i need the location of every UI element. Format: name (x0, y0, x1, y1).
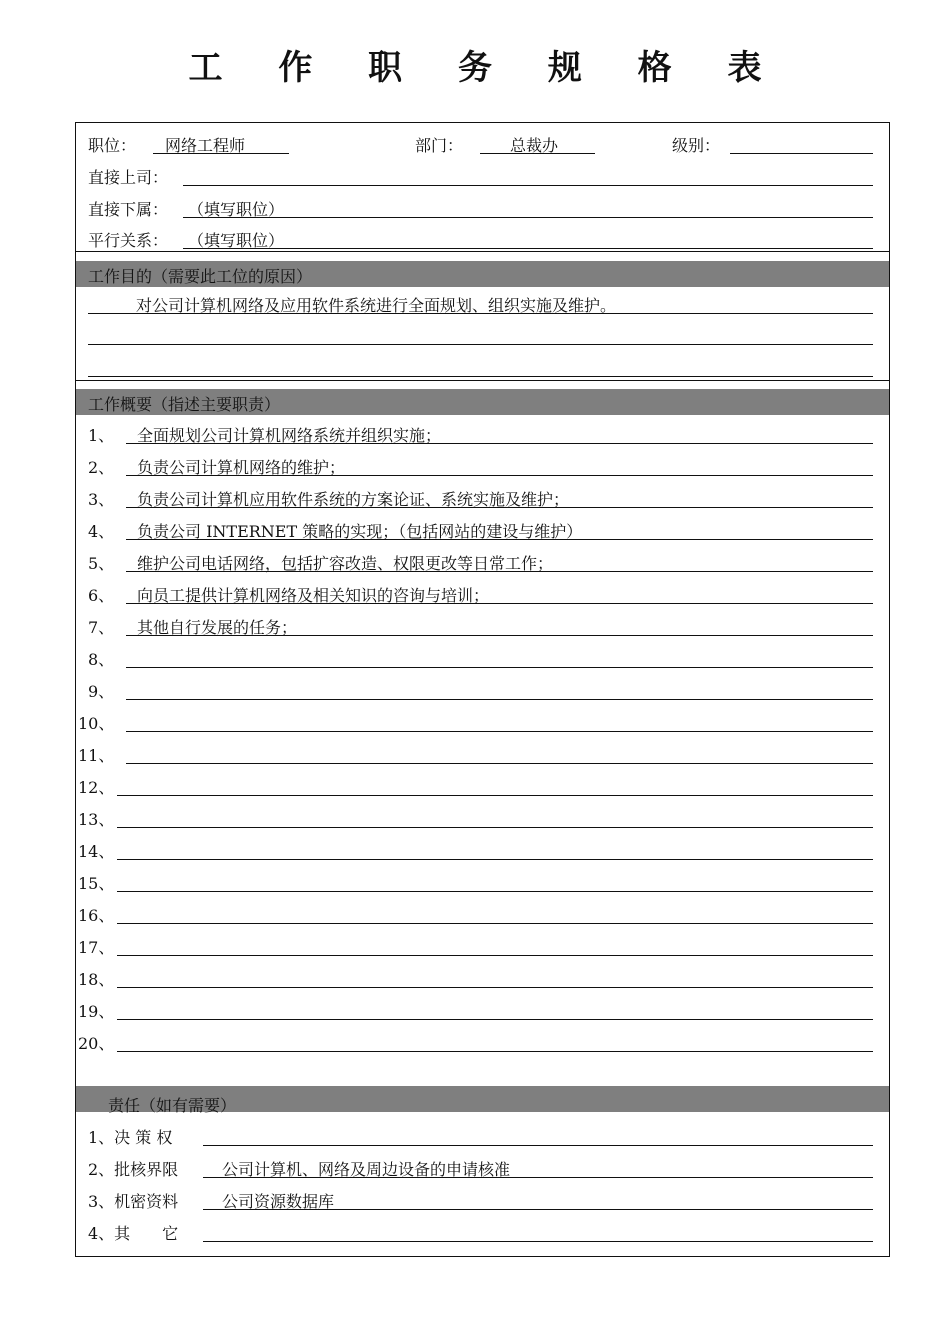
item-underline (117, 859, 873, 860)
responsibility-value: 公司计算机、网络及周边设备的申请核准 (222, 1160, 511, 1179)
item-underline (126, 507, 873, 508)
item-number: 12、 (78, 778, 115, 797)
item-number: 18、 (78, 970, 115, 989)
department-value: 总裁办 (510, 136, 559, 155)
purpose-line-1: 对公司计算机网络及应用软件系统进行全面规划、组织实施及维护。 (136, 296, 617, 315)
item-underline (126, 667, 873, 668)
item-underline (117, 795, 873, 796)
item-text: 负责公司 INTERNET 策略的实现；（包括网站的建设与维护） (137, 522, 583, 541)
item-underline (126, 699, 873, 700)
position-underline (153, 153, 289, 154)
item-text: 向员工提供计算机网络及相关知识的咨询与培训； (137, 586, 490, 605)
position-label: 职位： (88, 136, 137, 155)
divider (75, 380, 890, 381)
subordinate-underline (183, 217, 873, 218)
item-number: 8、 (88, 650, 115, 669)
item-underline (117, 1019, 873, 1020)
item-number: 11、 (78, 746, 115, 765)
responsibility-heading-band (76, 1086, 889, 1115)
parallel-underline (183, 248, 873, 249)
item-underline (117, 1051, 873, 1052)
item-number: 7、 (88, 618, 115, 637)
subordinate-label: 直接下属： (88, 200, 169, 219)
responsibility-label: 2、批核界限 (88, 1160, 179, 1179)
superior-underline (183, 185, 873, 186)
item-underline (126, 635, 873, 636)
item-underline (126, 475, 873, 476)
item-number: 4、 (88, 522, 115, 541)
item-underline (126, 731, 873, 732)
item-number: 6、 (88, 586, 115, 605)
responsibility-underline (203, 1145, 873, 1146)
purpose-underline-1 (88, 313, 873, 314)
item-text: 负责公司计算机应用软件系统的方案论证、系统实施及维护； (137, 490, 570, 509)
subordinate-value: （填写职位） (188, 200, 285, 219)
item-underline (126, 763, 873, 764)
item-number: 15、 (78, 874, 115, 893)
responsibility-underline (203, 1241, 873, 1242)
department-underline (480, 153, 595, 154)
item-number: 16、 (78, 906, 115, 925)
page-title: 工 作 职 务 规 格 表 (188, 48, 784, 88)
parallel-value: （填写职位） (188, 231, 285, 250)
item-number: 1、 (88, 426, 115, 445)
responsibility-label: 1、决 策 权 (88, 1128, 173, 1147)
divider (75, 251, 890, 252)
item-underline (117, 891, 873, 892)
item-number: 14、 (78, 842, 115, 861)
item-underline (117, 923, 873, 924)
item-number: 3、 (88, 490, 115, 509)
item-underline (126, 603, 873, 604)
responsibility-label: 4、其 它 (88, 1224, 179, 1243)
responsibility-heading: 责任（如有需要） (108, 1096, 237, 1115)
item-underline (117, 955, 873, 956)
item-number: 2、 (88, 458, 115, 477)
summary-heading: 工作概要（指述主要职责） (88, 395, 281, 414)
level-underline (730, 153, 873, 154)
item-number: 9、 (88, 682, 115, 701)
department-label: 部门： (415, 136, 464, 155)
purpose-heading: 工作目的（需要此工位的原因） (88, 267, 313, 286)
parallel-label: 平行关系： (88, 231, 169, 250)
purpose-underline-2 (88, 344, 873, 345)
item-underline (126, 539, 873, 540)
item-text: 负责公司计算机网络的维护； (137, 458, 346, 477)
position-value: 网络工程师 (165, 136, 246, 155)
responsibility-underline (203, 1209, 873, 1210)
level-label: 级别： (672, 136, 721, 155)
item-number: 10、 (78, 714, 115, 733)
item-number: 5、 (88, 554, 115, 573)
summary-heading-band (76, 389, 889, 415)
item-underline (117, 827, 873, 828)
responsibility-value: 公司资源数据库 (222, 1192, 335, 1211)
item-text: 维护公司电话网络，包括扩容改造、权限更改等日常工作； (137, 554, 554, 573)
responsibility-underline (203, 1177, 873, 1178)
item-number: 17、 (78, 938, 115, 957)
item-underline (126, 443, 873, 444)
item-number: 13、 (78, 810, 115, 829)
purpose-heading-band (76, 261, 889, 287)
item-text: 其他自行发展的任务； (137, 618, 298, 637)
responsibility-label: 3、机密资料 (88, 1192, 179, 1211)
purpose-underline-3 (88, 376, 873, 377)
item-text: 全面规划公司计算机网络系统并组织实施； (137, 426, 442, 445)
item-number: 20、 (78, 1034, 115, 1053)
item-underline (117, 987, 873, 988)
item-number: 19、 (78, 1002, 115, 1021)
superior-label: 直接上司： (88, 168, 169, 187)
item-underline (126, 571, 873, 572)
